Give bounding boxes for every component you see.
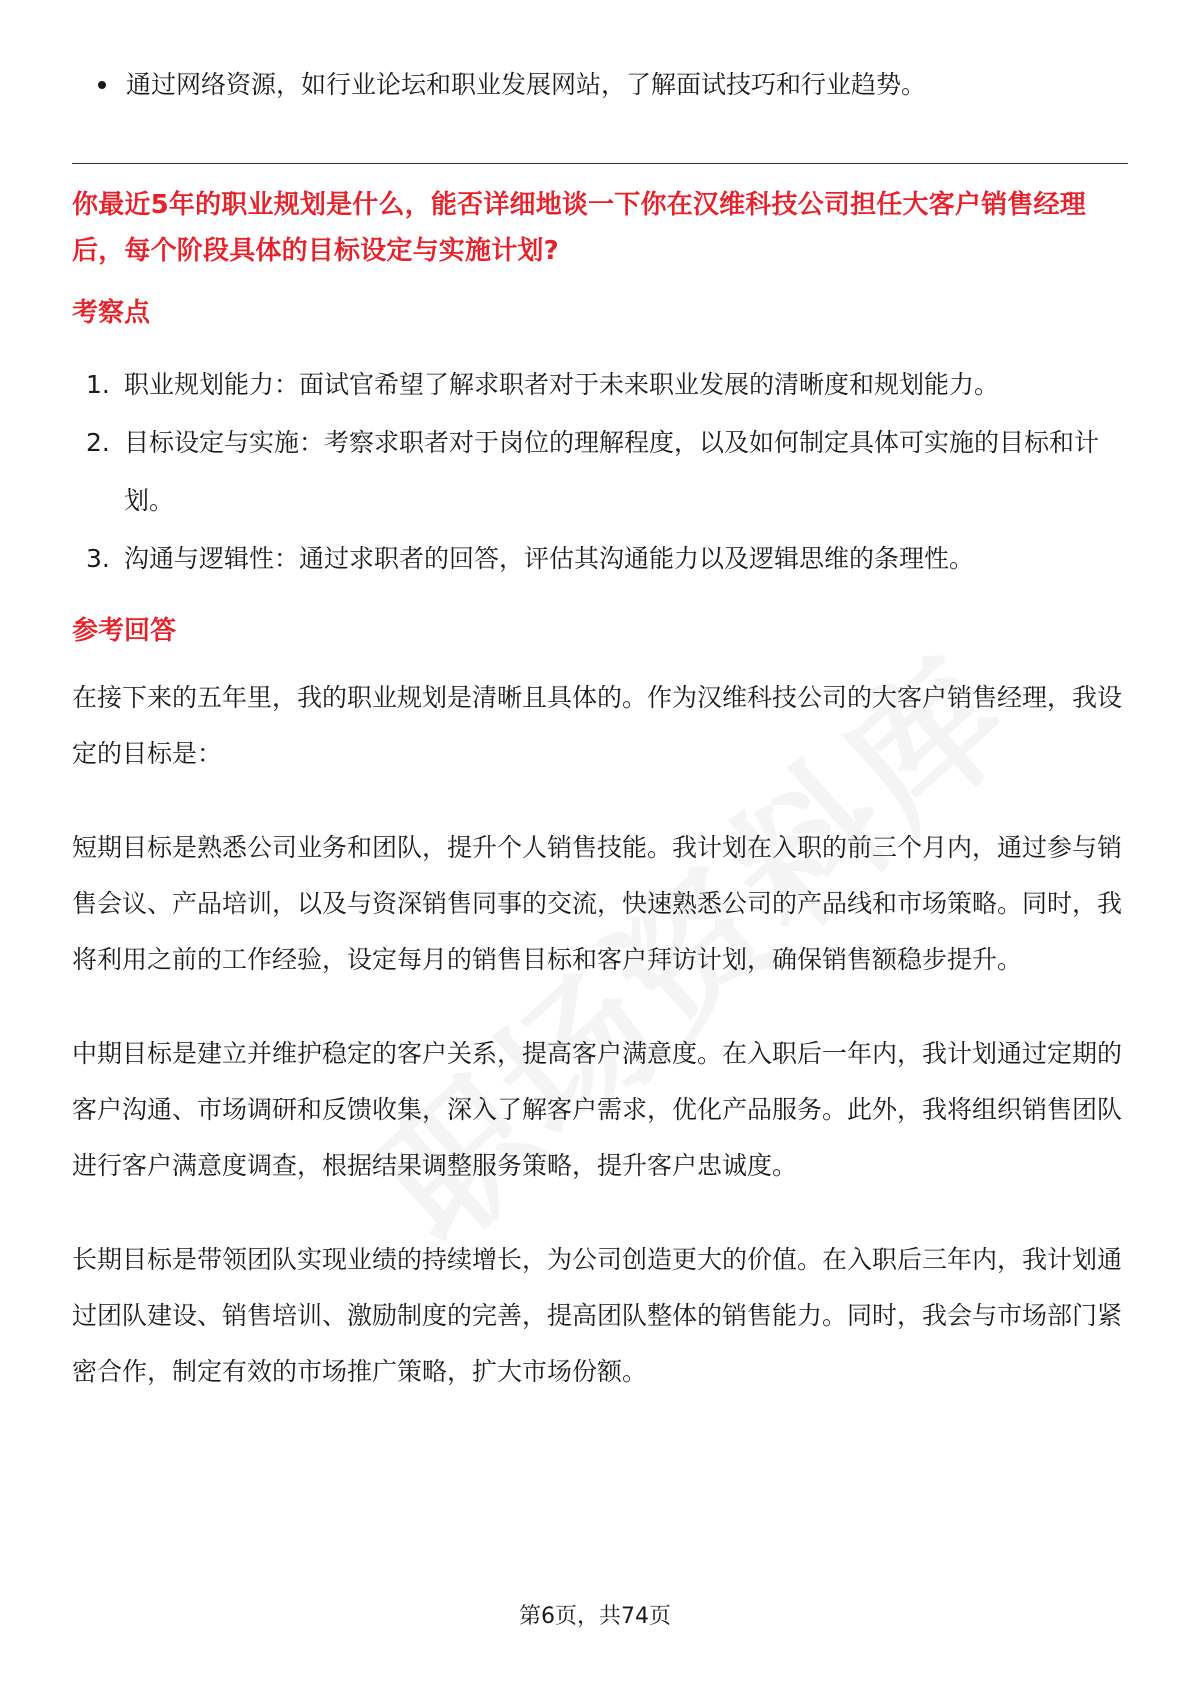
top-bullet-list [72, 58, 1128, 112]
kaocha-item [72, 530, 1128, 588]
bullet-dot-icon [98, 81, 106, 89]
bullet-item [72, 58, 1128, 112]
list-number: 1. [86, 370, 110, 399]
kaocha-item-text: 职业规划能力：面试官希望了解求职者对于未来职业发展的清晰度和规划能力。 [124, 370, 1000, 399]
page-content [72, 58, 1128, 1400]
list-number: 3. [86, 544, 110, 573]
kaocha-item-text: 沟通与逻辑性：通过求职者的回答，评估其沟通能力以及逻辑思维的条理性。 [124, 544, 975, 573]
kaocha-item [72, 414, 1128, 530]
kaocha-title: 考察点 [72, 298, 151, 328]
kaocha-list [72, 356, 1128, 588]
answer-paragraph: 短期目标是熟悉公司业务和团队，提升个人销售技能。我计划在入职的前三个月内，通过参与销售会议、产品培训，以及与资深销售同事的交流，快速熟悉公司的产品线和市场策略。同时，我将利用之前的工作经验，设定每月的销售目标和客户拜访计划，确保销售额稳步提升。 [72, 833, 1123, 974]
list-number: 2. [86, 428, 110, 457]
section-divider [72, 163, 1128, 164]
page-footer: 第6页，共74页 [519, 1604, 671, 1629]
bullet-text: 通过网络资源，如行业论坛和职业发展网站，了解面试技巧和行业趋势。 [126, 70, 927, 99]
answer-paragraph: 中期目标是建立并维护稳定的客户关系，提高客户满意度。在入职后一年内，我计划通过定期的客户沟通、市场调研和反馈收集，深入了解客户需求，优化产品服务。此外，我将组织销售团队进行客户满意度调查，根据结果调整服务策略，提升客户忠诚度。 [72, 1039, 1123, 1180]
kaocha-item [72, 356, 1128, 414]
question-heading: 你最近5年的职业规划是什么，能否详细地谈一下你在汉维科技公司担任大客户销售经理后，每个阶段具体的目标设定与实施计划? [72, 190, 1086, 266]
answer-paragraph: 长期目标是带领团队实现业绩的持续增长，为公司创造更大的价值。在入职后三年内，我计划通过团队建设、销售培训、激励制度的完善，提高团队整体的销售能力。同时，我会与市场部门紧密合作，制定有效的市场推广策略，扩大市场份额。 [72, 1245, 1123, 1386]
kaocha-item-text: 目标设定与实施：考察求职者对于岗位的理解程度，以及如何制定具体可实施的目标和计划。 [124, 428, 1100, 515]
cankao-title: 参考回答 [72, 616, 177, 646]
answer-paragraph: 在接下来的五年里，我的职业规划是清晰且具体的。作为汉维科技公司的大客户销售经理，我设定的目标是： [72, 683, 1123, 768]
